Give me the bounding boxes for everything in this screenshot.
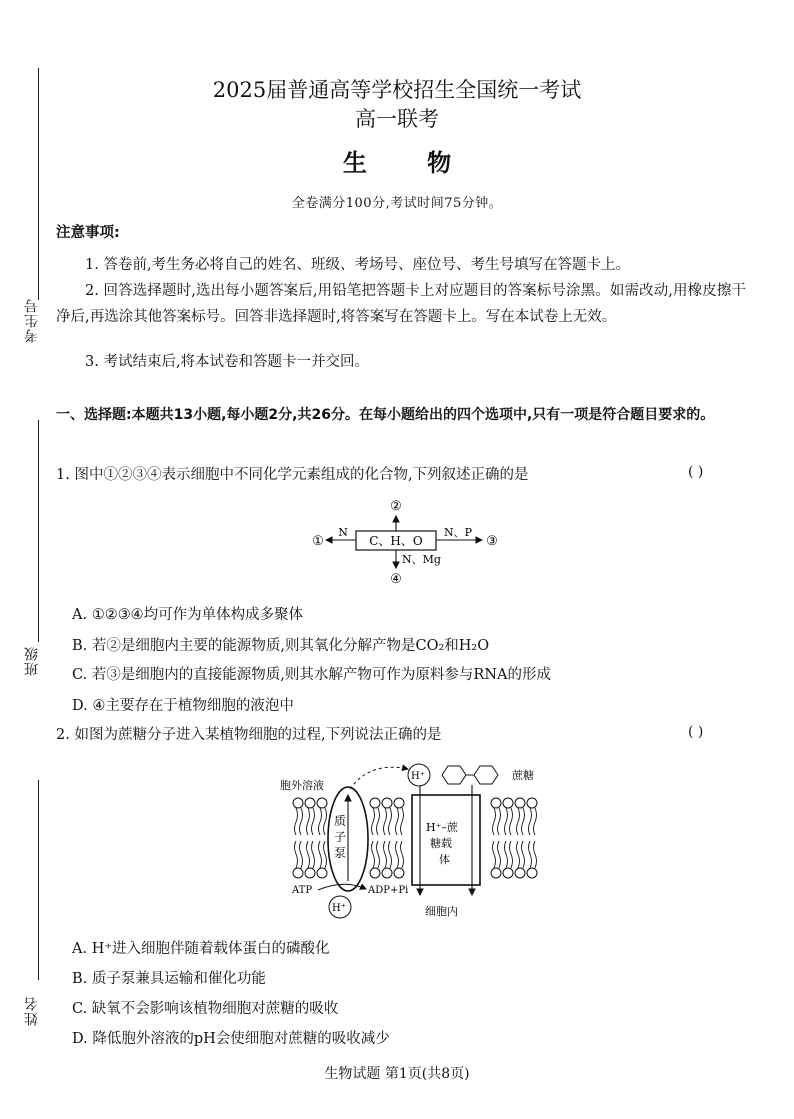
sucrose-label: 蔗糖 [512, 769, 534, 782]
pump-label-1: 质 [334, 814, 347, 828]
notice-heading: 注意事项: [56, 225, 120, 241]
class-label: 班级 [24, 646, 40, 676]
question-2-option-d: D. 降低胞外溶液的pH会使细胞对蔗糖的吸收减少 [72, 1031, 390, 1047]
atp-label: ATP [292, 885, 313, 896]
h-ion-top-label: H⁺ [411, 771, 425, 782]
subject-title: 生 物 [342, 149, 478, 177]
question-2-answer-paren: ( ) [688, 724, 704, 740]
exam-meta: 全卷满分100分,考试时间75分钟。 [291, 196, 503, 211]
carrier-label-1: H⁺–蔗 [426, 821, 458, 834]
pump-label-3: 泵 [334, 846, 347, 860]
compound-3: ③ [486, 534, 498, 549]
question-2-option-a: A. H⁺进入细胞伴随着载体蛋白的磷酸化 [72, 941, 330, 957]
question-1-answer-paren: ( ) [688, 464, 704, 480]
question-1-option-c: C. 若③是细胞内的直接能源物质,则其水解产物可作为原料参与RNA的形成 [72, 667, 551, 683]
question-2-diagram [270, 755, 570, 925]
carrier-label-3: 体 [439, 853, 450, 866]
exam-subtitle: 高一联考 [355, 107, 439, 131]
glucose-ring [442, 766, 466, 784]
question-1-option-b: B. 若②是细胞内主要的能源物质,则其氧化分解产物是CO₂和H₂O [72, 638, 490, 654]
notice-item-3: 3. 考试结束后,将本试卷和答题卡一并交回。 [85, 354, 370, 370]
label-down: N、Mg [402, 553, 441, 566]
fructose-ring [474, 766, 498, 784]
label-left: N [338, 526, 348, 539]
question-1-option-d: D. ④主要存在于植物细胞的液泡中 [72, 698, 294, 714]
binding-line-lower [38, 780, 39, 980]
label-right: N、P [443, 526, 473, 539]
h-ion-path [350, 767, 408, 789]
question-1-diagram [300, 496, 520, 586]
page-footer: 生物试题 第1页(共8页) [324, 1066, 470, 1082]
question-1-stem: 1. 图中①②③④表示细胞中不同化学元素组成的化合物,下列叙述正确的是 [56, 467, 529, 483]
h-ion-bottom-label: H⁺ [332, 903, 346, 914]
compound-1: ① [312, 534, 324, 549]
compound-2: ② [390, 499, 402, 514]
notice-item-1: 1. 答卷前,考生务必将自己的姓名、班级、考场号、座位号、考生号填写在答题卡上。 [85, 257, 631, 273]
center-label: C、H、O [369, 534, 423, 548]
question-2-option-c: C. 缺氧不会影响该植物细胞对蔗糖的吸收 [72, 1001, 339, 1017]
notice-item-2: 2. 回答选择题时,选出每小题答案后,用铅笔把答题卡上对应题目的答案标号涂黑。如需改动,用橡皮擦干净后,再选涂其他答案标号。回答非选择题时,将答案写在答题卡上。写在本试卷上无效。 [56, 283, 746, 325]
carrier-label-2: 糖载 [430, 837, 452, 850]
pump-label-2: 子 [334, 830, 347, 844]
exam-title: 2025届普通高等学校招生全国统一考试 [212, 78, 582, 102]
question-1-option-a: A. ①②③④均可作为单体构成多聚体 [72, 607, 304, 623]
binding-line-mid [38, 420, 39, 642]
section-heading: 一、选择题:本题共13小题,每小题2分,共26分。在每小题给出的四个选项中,只有一项是符合题目要求的。 [56, 407, 715, 423]
question-2-option-b: B. 质子泵兼具运输和催化功能 [72, 971, 266, 987]
compound-4: ④ [390, 572, 402, 586]
outside-label: 胞外溶液 [280, 779, 324, 792]
inside-label: 细胞内 [425, 905, 458, 918]
exam-no-label: 考生号 [24, 298, 40, 343]
question-2-stem: 2. 如图为蔗糖分子进入某植物细胞的过程,下列说法正确的是 [56, 727, 442, 743]
name-label: 姓名 [24, 996, 40, 1026]
adp-label: ADP+Pi [368, 885, 409, 896]
